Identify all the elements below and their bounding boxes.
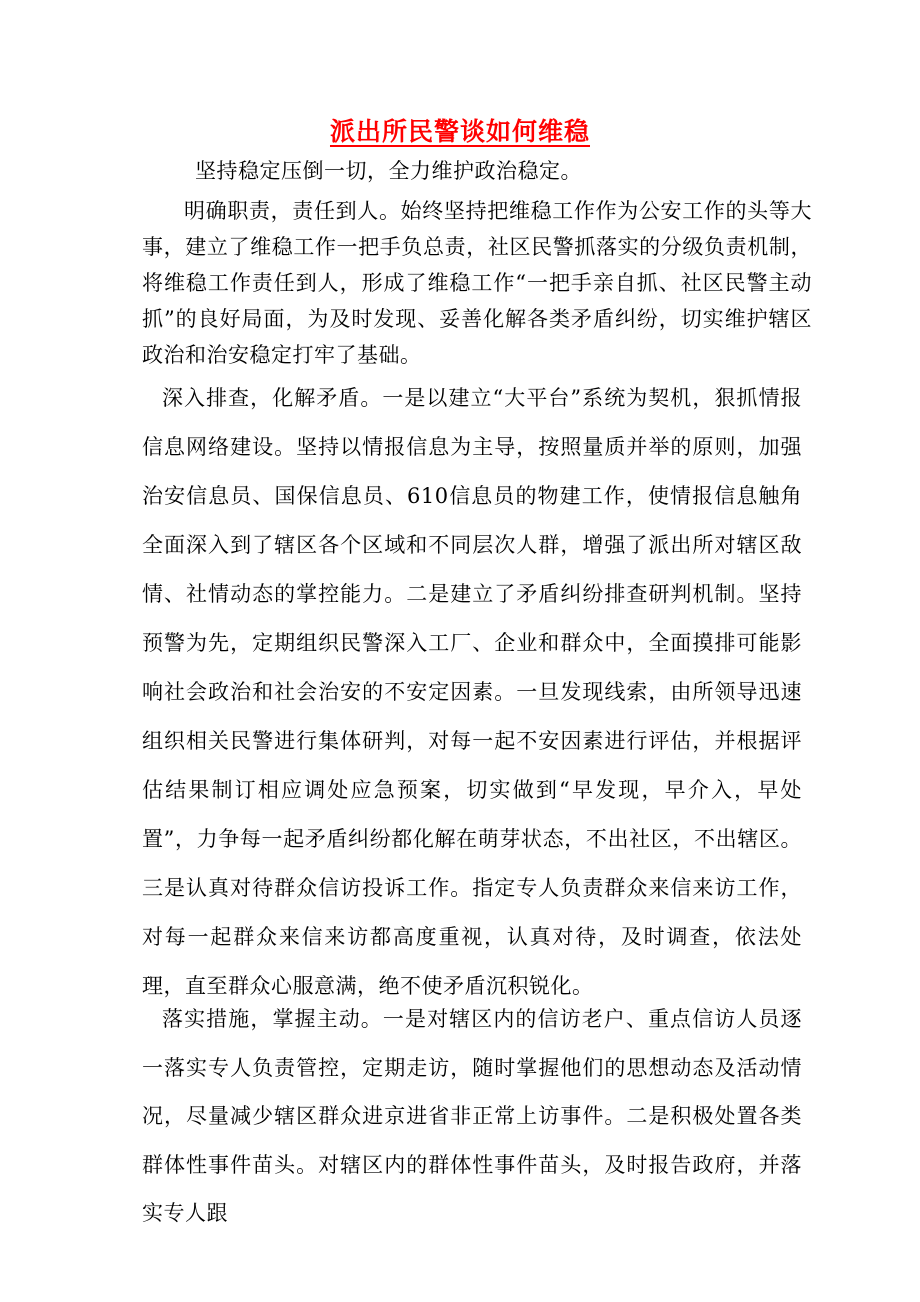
- paragraph-3: 深入排查，化解矛盾。一是以建立“大平台”系统为契机，狠抓情报信息网络建设。坚持以情报信息为主导，按照量质并举的原则，加强治安信息员、国保信息员、610信息员的物建工作，使情报信息触角全面深入到了辖区各个区域和不同层次人群，增强了派出所对辖区敌情、社情动态的掌控能力。二是建立了矛盾纠纷排查研判机制。坚持预警为先，定期组织民警深入工厂、企业和群众中，全面摸排可能影响社会政治和社会治安的不安定因素。一旦发现线索，由所领导迅速组织相关民警进行集体研判，对每一起不安因素进行评估，并根据评估结果制订相应调处应急预案，切实做到“早发现，早介入，早处置”，力争每一起矛盾纠纷都化解在萌芽状态，不出社区，不出辖区。三是认真对待群众信访投诉工作。指定专人负责群众来信来访工作，对每一起群众来信来访都高度重视，认真对待，及时调查，依法处理，直至群众心服意满，绝不使矛盾沉积锐化。: [142, 386, 802, 998]
- paragraph-4: 落实措施，掌握主动。一是对辖区内的信访老户、重点信访人员逐一落实专人负责管控，定期走访，随时掌握他们的思想动态及活动情况，尽量减少辖区群众进京进省非正常上访事件。二是积极处置各类群体性事件苗头。对辖区内的群体性事件苗头，及时报告政府，并落实专人跟: [142, 1007, 802, 1225]
- paragraph-1: 坚持稳定压倒一切，全力维护政治稳定。: [195, 159, 582, 183]
- paragraph-2: 明确职责，责任到人。始终坚持把维稳工作作为公安工作的头等大事，建立了维稳工作一把手负总责，社区民警抓落实的分级负责机制，将维稳工作责任到人，形成了维稳工作“一把手亲自抓、社区民警主动抓”的良好局面，为及时发现、妥善化解各类矛盾纠纷，切实维护辖区政治和治安稳定打牢了基础。: [142, 199, 812, 367]
- document-title: 派出所民警谈如何维稳: [329, 117, 590, 146]
